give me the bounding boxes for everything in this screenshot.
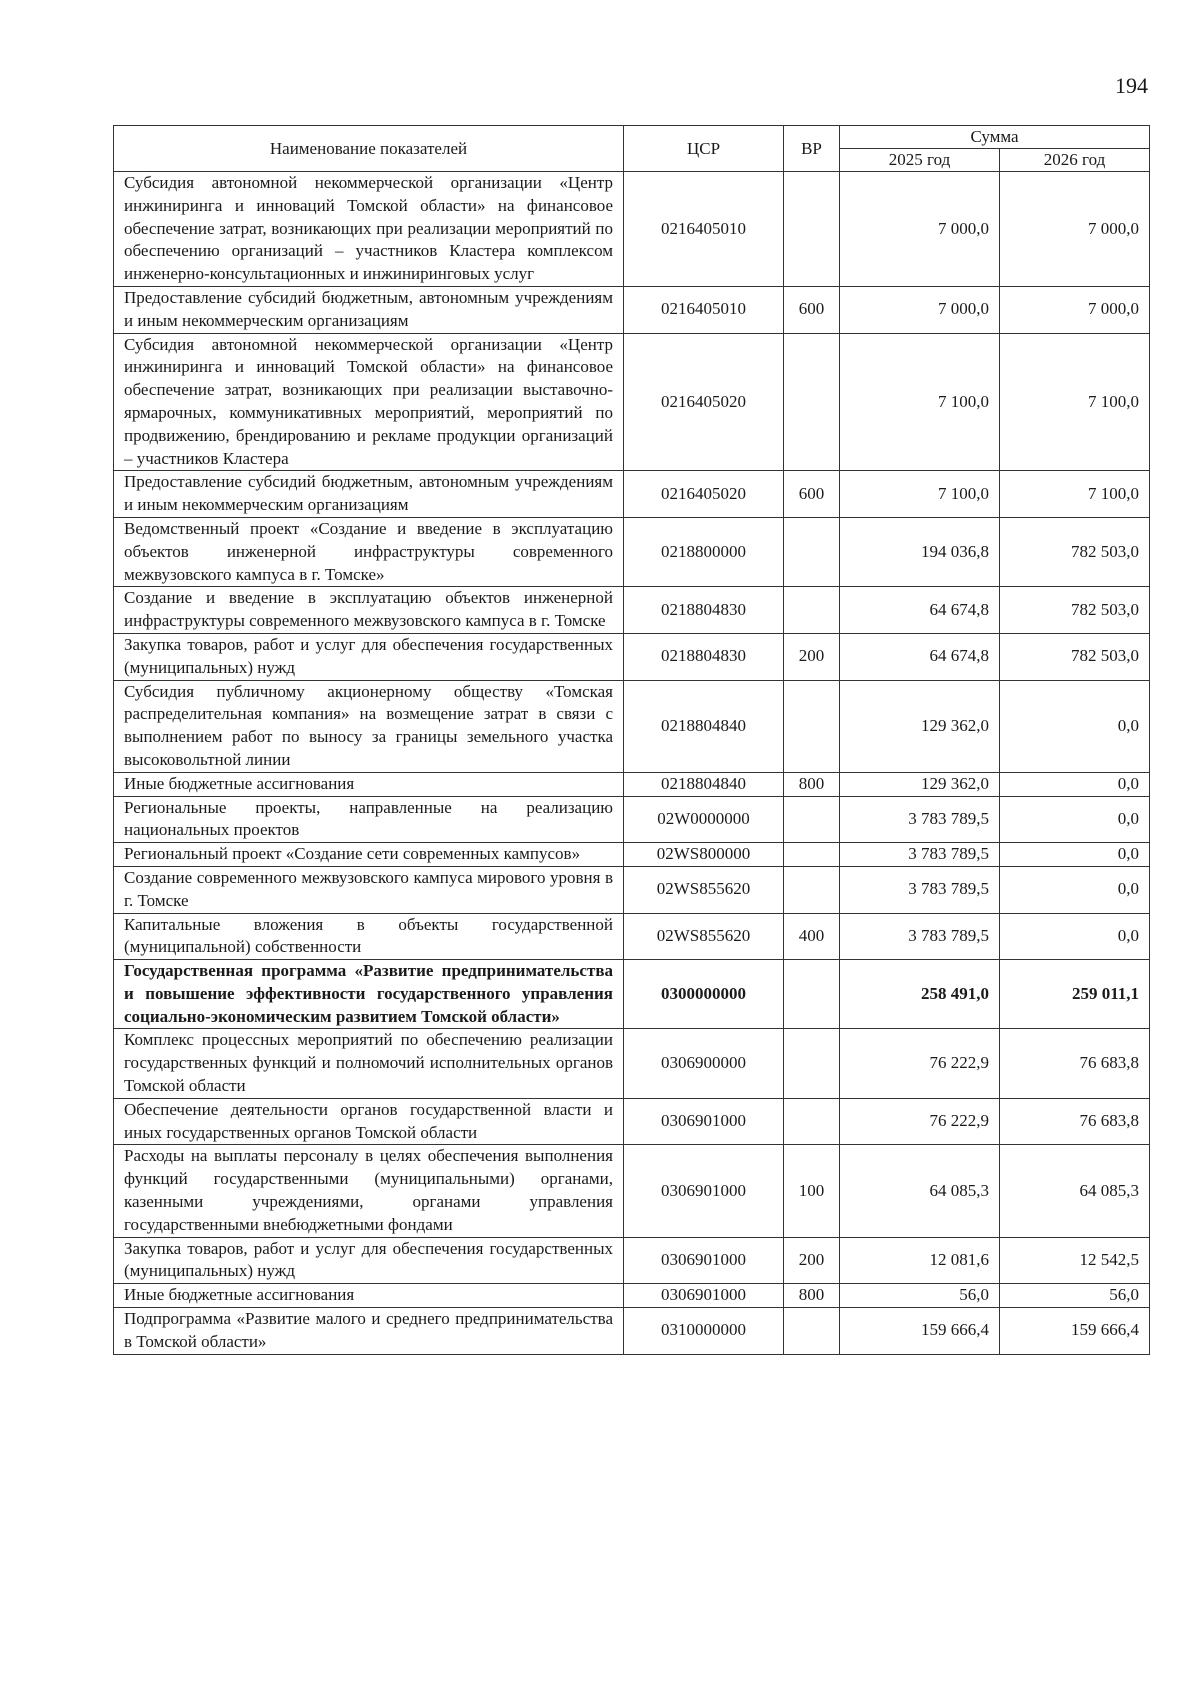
row-csr: 02WS855620 <box>624 866 784 913</box>
row-name: Субсидия автономной некоммерческой организации «Центр инжиниринга и инноваций Томской области» на финансовое обеспечение затрат, возникающих при реализации выставочно-ярмарочных, коммуникативных мероприятий, мероприятий по продвижению, брендированию и рекламе продукции организаций – участников Кластера <box>114 333 624 471</box>
row-vr <box>784 587 840 634</box>
row-csr: 0216405010 <box>624 286 784 333</box>
row-vr: 800 <box>784 1284 840 1308</box>
row-name: Закупка товаров, работ и услуг для обеспечения государственных (муниципальных) нужд <box>114 1237 624 1284</box>
header-csr: ЦСР <box>624 126 784 172</box>
row-name: Закупка товаров, работ и услуг для обеспечения государственных (муниципальных) нужд <box>114 633 624 680</box>
row-name: Ведомственный проект «Создание и введение в эксплуатацию объектов инженерной инфраструктуры современного межвузовского кампуса в г. Томске» <box>114 517 624 586</box>
row-sum-2025: 76 222,9 <box>840 1098 1000 1145</box>
row-sum-2026: 0,0 <box>1000 913 1150 960</box>
table-row <box>114 1029 1150 1098</box>
row-csr: 0216405020 <box>624 333 784 471</box>
budget-table <box>113 125 1150 1355</box>
table-row <box>114 587 1150 634</box>
row-vr <box>784 843 840 867</box>
table-row <box>114 1237 1150 1284</box>
table-row <box>114 866 1150 913</box>
row-sum-2025: 7 000,0 <box>840 172 1000 287</box>
table-row <box>114 843 1150 867</box>
row-sum-2025: 56,0 <box>840 1284 1000 1308</box>
row-name: Государственная программа «Развитие предпринимательства и повышение эффективности государственного управления социально-экономическим развитием Томской области» <box>114 960 624 1029</box>
row-vr <box>784 333 840 471</box>
row-name: Капитальные вложения в объекты государственной (муниципальной) собственности <box>114 913 624 960</box>
row-vr: 100 <box>784 1145 840 1237</box>
row-name: Подпрограмма «Развитие малого и среднего предпринимательства в Томской области» <box>114 1308 624 1355</box>
header-vr: ВР <box>784 126 840 172</box>
row-sum-2025: 12 081,6 <box>840 1237 1000 1284</box>
row-vr: 400 <box>784 913 840 960</box>
row-name: Субсидия автономной некоммерческой организации «Центр инжиниринга и инноваций Томской области» на финансовое обеспечение затрат, возникающих при реализации мероприятий по обеспечению организаций – участников Кластера комплексом инженерно-консультационных и инжиниринговых услуг <box>114 172 624 287</box>
table-row <box>114 1284 1150 1308</box>
row-name: Субсидия публичному акционерному обществу «Томская распределительная компания» на возмещение затрат в связи с выполнением работ по выносу за границы земельного участка высоковольтной линии <box>114 680 624 772</box>
table-row <box>114 1308 1150 1355</box>
row-vr <box>784 172 840 287</box>
row-sum-2025: 129 362,0 <box>840 772 1000 796</box>
row-sum-2025: 7 100,0 <box>840 333 1000 471</box>
row-csr: 0306901000 <box>624 1237 784 1284</box>
row-name: Обеспечение деятельности органов государственной власти и иных государственных органов Томской области <box>114 1098 624 1145</box>
row-vr: 800 <box>784 772 840 796</box>
row-name: Предоставление субсидий бюджетным, автономным учреждениям и иным некоммерческим организациям <box>114 471 624 518</box>
row-sum-2025: 3 783 789,5 <box>840 913 1000 960</box>
row-name: Комплекс процессных мероприятий по обеспечению реализации государственных функций и полномочий исполнительных органов Томской области <box>114 1029 624 1098</box>
row-csr: 0218800000 <box>624 517 784 586</box>
row-sum-2026: 259 011,1 <box>1000 960 1150 1029</box>
row-sum-2025: 258 491,0 <box>840 960 1000 1029</box>
row-sum-2026: 0,0 <box>1000 772 1150 796</box>
table-header <box>114 126 1150 172</box>
row-csr: 0306901000 <box>624 1098 784 1145</box>
header-sum: Сумма <box>840 126 1150 149</box>
row-sum-2025: 7 100,0 <box>840 471 1000 518</box>
row-sum-2026: 0,0 <box>1000 680 1150 772</box>
row-sum-2026: 7 000,0 <box>1000 286 1150 333</box>
row-sum-2025: 194 036,8 <box>840 517 1000 586</box>
row-name: Региональный проект «Создание сети современных кампусов» <box>114 843 624 867</box>
row-csr: 0306901000 <box>624 1284 784 1308</box>
row-vr: 600 <box>784 471 840 518</box>
row-sum-2026: 7 100,0 <box>1000 471 1150 518</box>
row-csr: 0306900000 <box>624 1029 784 1098</box>
row-sum-2026: 7 000,0 <box>1000 172 1150 287</box>
table-row <box>114 633 1150 680</box>
row-sum-2025: 159 666,4 <box>840 1308 1000 1355</box>
row-sum-2026: 782 503,0 <box>1000 633 1150 680</box>
row-name: Иные бюджетные ассигнования <box>114 1284 624 1308</box>
row-csr: 0218804830 <box>624 587 784 634</box>
row-sum-2025: 3 783 789,5 <box>840 843 1000 867</box>
table-row <box>114 796 1150 843</box>
row-name: Предоставление субсидий бюджетным, автономным учреждениям и иным некоммерческим организациям <box>114 286 624 333</box>
row-sum-2026: 0,0 <box>1000 796 1150 843</box>
row-sum-2026: 159 666,4 <box>1000 1308 1150 1355</box>
row-name: Расходы на выплаты персоналу в целях обеспечения выполнения функций государственными (муниципальными) органами, казенными учреждениями, органами управления государственными внебюджетными фондами <box>114 1145 624 1237</box>
table-row <box>114 471 1150 518</box>
row-sum-2026: 76 683,8 <box>1000 1029 1150 1098</box>
row-csr: 0218804830 <box>624 633 784 680</box>
row-sum-2026: 76 683,8 <box>1000 1098 1150 1145</box>
row-sum-2025: 76 222,9 <box>840 1029 1000 1098</box>
row-sum-2025: 3 783 789,5 <box>840 866 1000 913</box>
row-vr <box>784 866 840 913</box>
row-sum-2025: 7 000,0 <box>840 286 1000 333</box>
row-csr: 0218804840 <box>624 680 784 772</box>
row-vr <box>784 1308 840 1355</box>
table-row <box>114 680 1150 772</box>
page-number: 194 <box>1115 73 1148 98</box>
row-sum-2025: 3 783 789,5 <box>840 796 1000 843</box>
row-csr: 0216405010 <box>624 172 784 287</box>
row-sum-2026: 12 542,5 <box>1000 1237 1150 1284</box>
table-row <box>114 517 1150 586</box>
table-row <box>114 1145 1150 1237</box>
row-sum-2025: 64 674,8 <box>840 587 1000 634</box>
row-csr: 0310000000 <box>624 1308 784 1355</box>
row-sum-2025: 64 085,3 <box>840 1145 1000 1237</box>
row-csr: 0218804840 <box>624 772 784 796</box>
table-row <box>114 172 1150 287</box>
table-row <box>114 960 1150 1029</box>
row-csr: 0216405020 <box>624 471 784 518</box>
row-sum-2026: 7 100,0 <box>1000 333 1150 471</box>
row-sum-2026: 0,0 <box>1000 843 1150 867</box>
table-row <box>114 1098 1150 1145</box>
row-sum-2026: 56,0 <box>1000 1284 1150 1308</box>
row-vr: 200 <box>784 1237 840 1284</box>
row-vr <box>784 1029 840 1098</box>
table-row <box>114 286 1150 333</box>
row-name: Создание современного межвузовского кампуса мирового уровня в г. Томске <box>114 866 624 913</box>
row-csr: 0306901000 <box>624 1145 784 1237</box>
header-year-2025: 2025 год <box>840 149 1000 172</box>
row-csr: 02W0000000 <box>624 796 784 843</box>
row-sum-2026: 0,0 <box>1000 866 1150 913</box>
row-name: Региональные проекты, направленные на реализацию национальных проектов <box>114 796 624 843</box>
row-csr: 0300000000 <box>624 960 784 1029</box>
row-vr <box>784 680 840 772</box>
row-csr: 02WS800000 <box>624 843 784 867</box>
row-name: Иные бюджетные ассигнования <box>114 772 624 796</box>
row-csr: 02WS855620 <box>624 913 784 960</box>
row-vr: 600 <box>784 286 840 333</box>
row-vr <box>784 960 840 1029</box>
row-vr <box>784 796 840 843</box>
table-body <box>114 172 1150 1355</box>
row-vr <box>784 1098 840 1145</box>
table-row <box>114 772 1150 796</box>
row-vr: 200 <box>784 633 840 680</box>
row-sum-2025: 64 674,8 <box>840 633 1000 680</box>
table-row <box>114 333 1150 471</box>
header-name: Наименование показателей <box>114 126 624 172</box>
row-name: Создание и введение в эксплуатацию объектов инженерной инфраструктуры современного межвузовского кампуса в г. Томске <box>114 587 624 634</box>
header-year-2026: 2026 год <box>1000 149 1150 172</box>
row-vr <box>784 517 840 586</box>
row-sum-2026: 782 503,0 <box>1000 517 1150 586</box>
row-sum-2026: 782 503,0 <box>1000 587 1150 634</box>
row-sum-2025: 129 362,0 <box>840 680 1000 772</box>
table-row <box>114 913 1150 960</box>
row-sum-2026: 64 085,3 <box>1000 1145 1150 1237</box>
